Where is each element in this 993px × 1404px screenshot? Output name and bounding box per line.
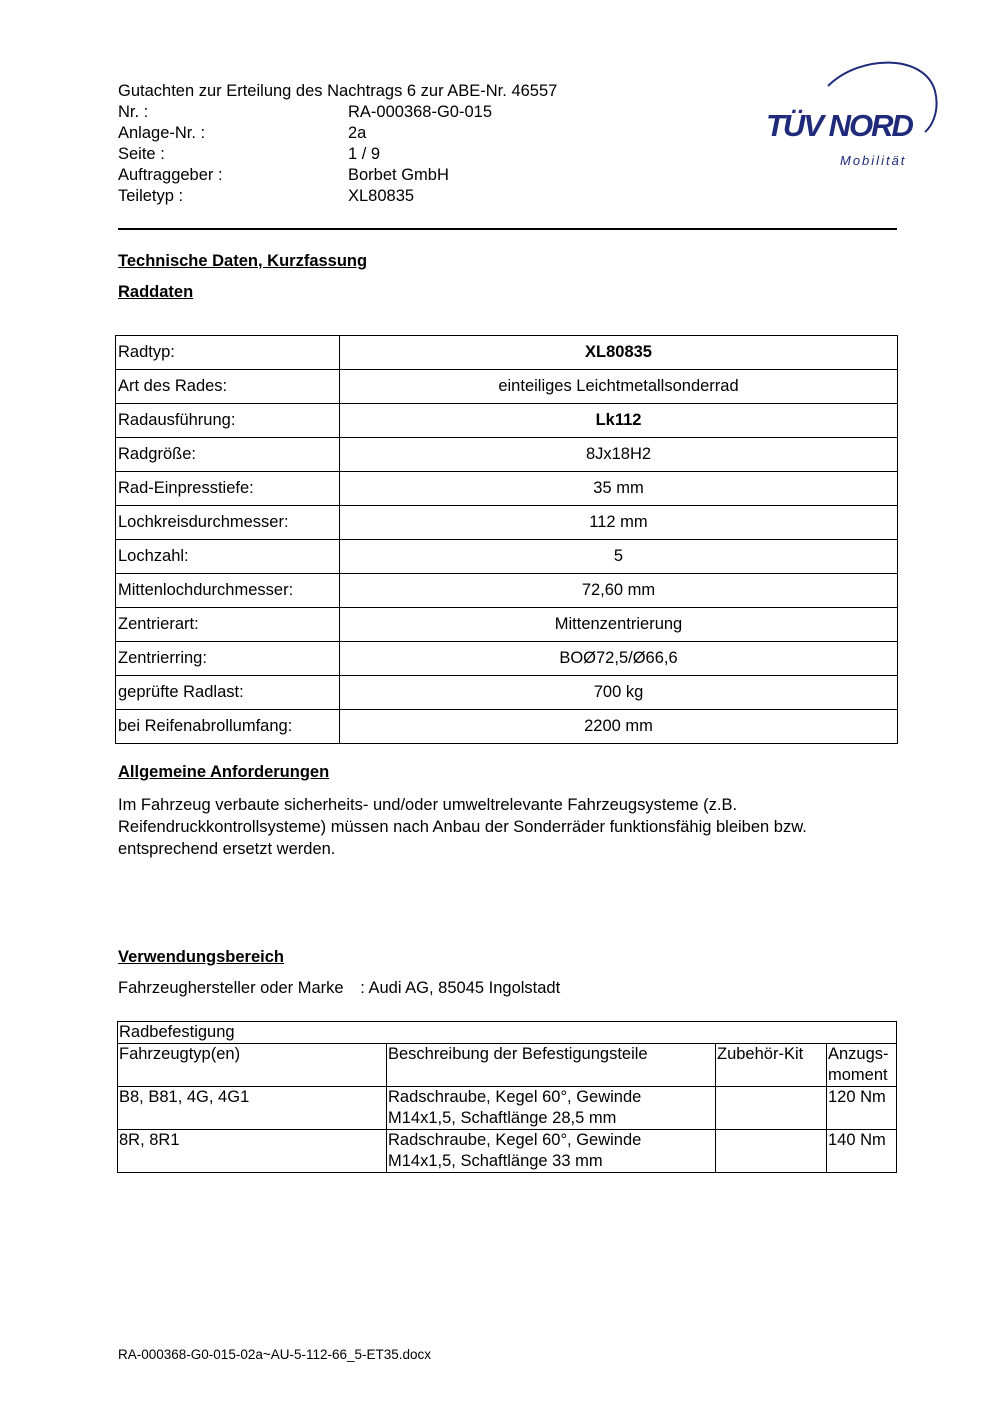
document-title: Gutachten zur Erteilung des Nachtrags 6 zur ABE-Nr. 46557 <box>118 82 558 100</box>
vehicle-types: B8, B81, 4G, 4G1 <box>118 1087 387 1130</box>
manufacturer-line <box>118 979 560 998</box>
raddaten-label: Art des Rades: <box>116 370 340 404</box>
table-header-row <box>118 1044 897 1087</box>
manufacturer-value: : Audi AG, 85045 Ingolstadt <box>360 979 561 997</box>
fastener-description <box>387 1087 716 1130</box>
header-label: Auftraggeber : <box>118 166 223 184</box>
raddaten-label: Mittenlochdurchmesser: <box>116 574 340 608</box>
vehicle-types: 8R, 8R1 <box>118 1130 387 1173</box>
table-row <box>118 1130 897 1173</box>
accessory-kit <box>716 1087 827 1130</box>
raddaten-label: Lochkreisdurchmesser: <box>116 506 340 540</box>
raddaten-label: Radtyp: <box>116 336 340 370</box>
radbefestigung-table <box>117 1021 897 1173</box>
header-value: 1 / 9 <box>348 145 381 163</box>
section-raddaten: Raddaten <box>118 283 194 301</box>
manufacturer-label: Fahrzeughersteller oder Marke <box>118 979 344 997</box>
header-value: RA-000368-G0-015 <box>348 103 493 121</box>
raddaten-label: Rad-Einpresstiefe: <box>116 472 340 506</box>
logo-brand-text: TÜV NORD <box>766 108 912 143</box>
column-header-torque <box>827 1044 897 1087</box>
footer-filename: RA-000368-G0-015-02a~AU-5-112-66_5-ET35.docx <box>118 1347 432 1362</box>
table-row <box>116 608 898 642</box>
raddaten-value: 5 <box>340 540 898 574</box>
raddaten-value: 35 mm <box>340 472 898 506</box>
table-row <box>116 642 898 676</box>
column-header: Zubehör-Kit <box>716 1044 827 1087</box>
column-header: moment <box>828 1066 888 1084</box>
table-row <box>118 1022 897 1044</box>
section-allgemeine-anforderungen: Allgemeine Anforderungen <box>118 763 330 781</box>
table-row <box>116 676 898 710</box>
raddaten-value: einteiliges Leichtmetallsonderrad <box>340 370 898 404</box>
raddaten-label: Radausführung: <box>116 404 340 438</box>
allgemeine-anforderungen-text: Im Fahrzeug verbaute sicherheits- und/oder umweltrelevante Fahrzeugsysteme (z.B. Reifendruckkontrollsysteme) müssen nach Anbau der Sonderräder funktionsfähig bleiben bzw. entsprechend ersetzt werden. <box>118 796 807 858</box>
raddaten-label: bei Reifenabrollumfang: <box>116 710 340 744</box>
raddaten-label: Lochzahl: <box>116 540 340 574</box>
logo-arc-icon <box>760 56 945 176</box>
column-header: Anzugs- <box>828 1045 889 1063</box>
fastener-description <box>387 1130 716 1173</box>
raddaten-value: BOØ72,5/Ø66,6 <box>340 642 898 676</box>
header-label: Nr. : <box>118 103 149 121</box>
torque-value: 120 Nm <box>827 1087 897 1130</box>
accessory-kit <box>716 1130 827 1173</box>
raddaten-label: Zentrierring: <box>116 642 340 676</box>
description-line: Radschraube, Kegel 60°, Gewinde <box>388 1088 642 1106</box>
header-label: Seite : <box>118 145 165 163</box>
table-row <box>116 370 898 404</box>
torque-value: 140 Nm <box>827 1130 897 1173</box>
header-row-anlage <box>118 123 366 144</box>
raddaten-value: 112 mm <box>340 506 898 540</box>
table-row <box>118 1087 897 1130</box>
header-value: XL80835 <box>348 187 415 205</box>
section-technische-daten: Technische Daten, Kurzfassung <box>118 252 368 270</box>
table-row <box>116 472 898 506</box>
description-line: Radschraube, Kegel 60°, Gewinde <box>388 1131 642 1149</box>
raddaten-value: 2200 mm <box>340 710 898 744</box>
raddaten-value: Mittenzentrierung <box>340 608 898 642</box>
header-divider <box>118 228 897 230</box>
table-row <box>116 710 898 744</box>
table-row <box>116 404 898 438</box>
table-row <box>116 540 898 574</box>
raddaten-value: 72,60 mm <box>340 574 898 608</box>
raddaten-label: Zentrierart: <box>116 608 340 642</box>
table-row <box>116 336 898 370</box>
column-header: Beschreibung der Befestigungsteile <box>387 1044 716 1087</box>
table-row <box>116 574 898 608</box>
header-row-auftraggeber <box>118 165 449 186</box>
header-row-teiletyp <box>118 186 414 207</box>
raddaten-label: Radgröße: <box>116 438 340 472</box>
raddaten-value: 8Jx18H2 <box>340 438 898 472</box>
logo-sub-text: Mobilität <box>840 153 907 168</box>
radbefestigung-title: Radbefestigung <box>118 1022 897 1044</box>
description-line: M14x1,5, Schaftlänge 28,5 mm <box>388 1109 617 1127</box>
raddaten-value: XL80835 <box>340 336 898 370</box>
table-row <box>116 506 898 540</box>
raddaten-label: geprüfte Radlast: <box>116 676 340 710</box>
header-value: Borbet GmbH <box>348 166 449 184</box>
header-label: Teiletyp : <box>118 187 184 205</box>
column-header: Fahrzeugtyp(en) <box>118 1044 387 1087</box>
table-row <box>116 438 898 472</box>
tuv-nord-logo <box>760 56 945 176</box>
raddaten-value: Lk112 <box>340 404 898 438</box>
header-row-nr <box>118 102 492 123</box>
section-verwendungsbereich: Verwendungsbereich <box>118 948 284 966</box>
raddaten-table <box>115 335 898 744</box>
header-label: Anlage-Nr. : <box>118 124 206 142</box>
header-row-seite <box>118 144 380 165</box>
description-line: M14x1,5, Schaftlänge 33 mm <box>388 1152 603 1170</box>
header-value: 2a <box>348 124 367 142</box>
raddaten-value: 700 kg <box>340 676 898 710</box>
